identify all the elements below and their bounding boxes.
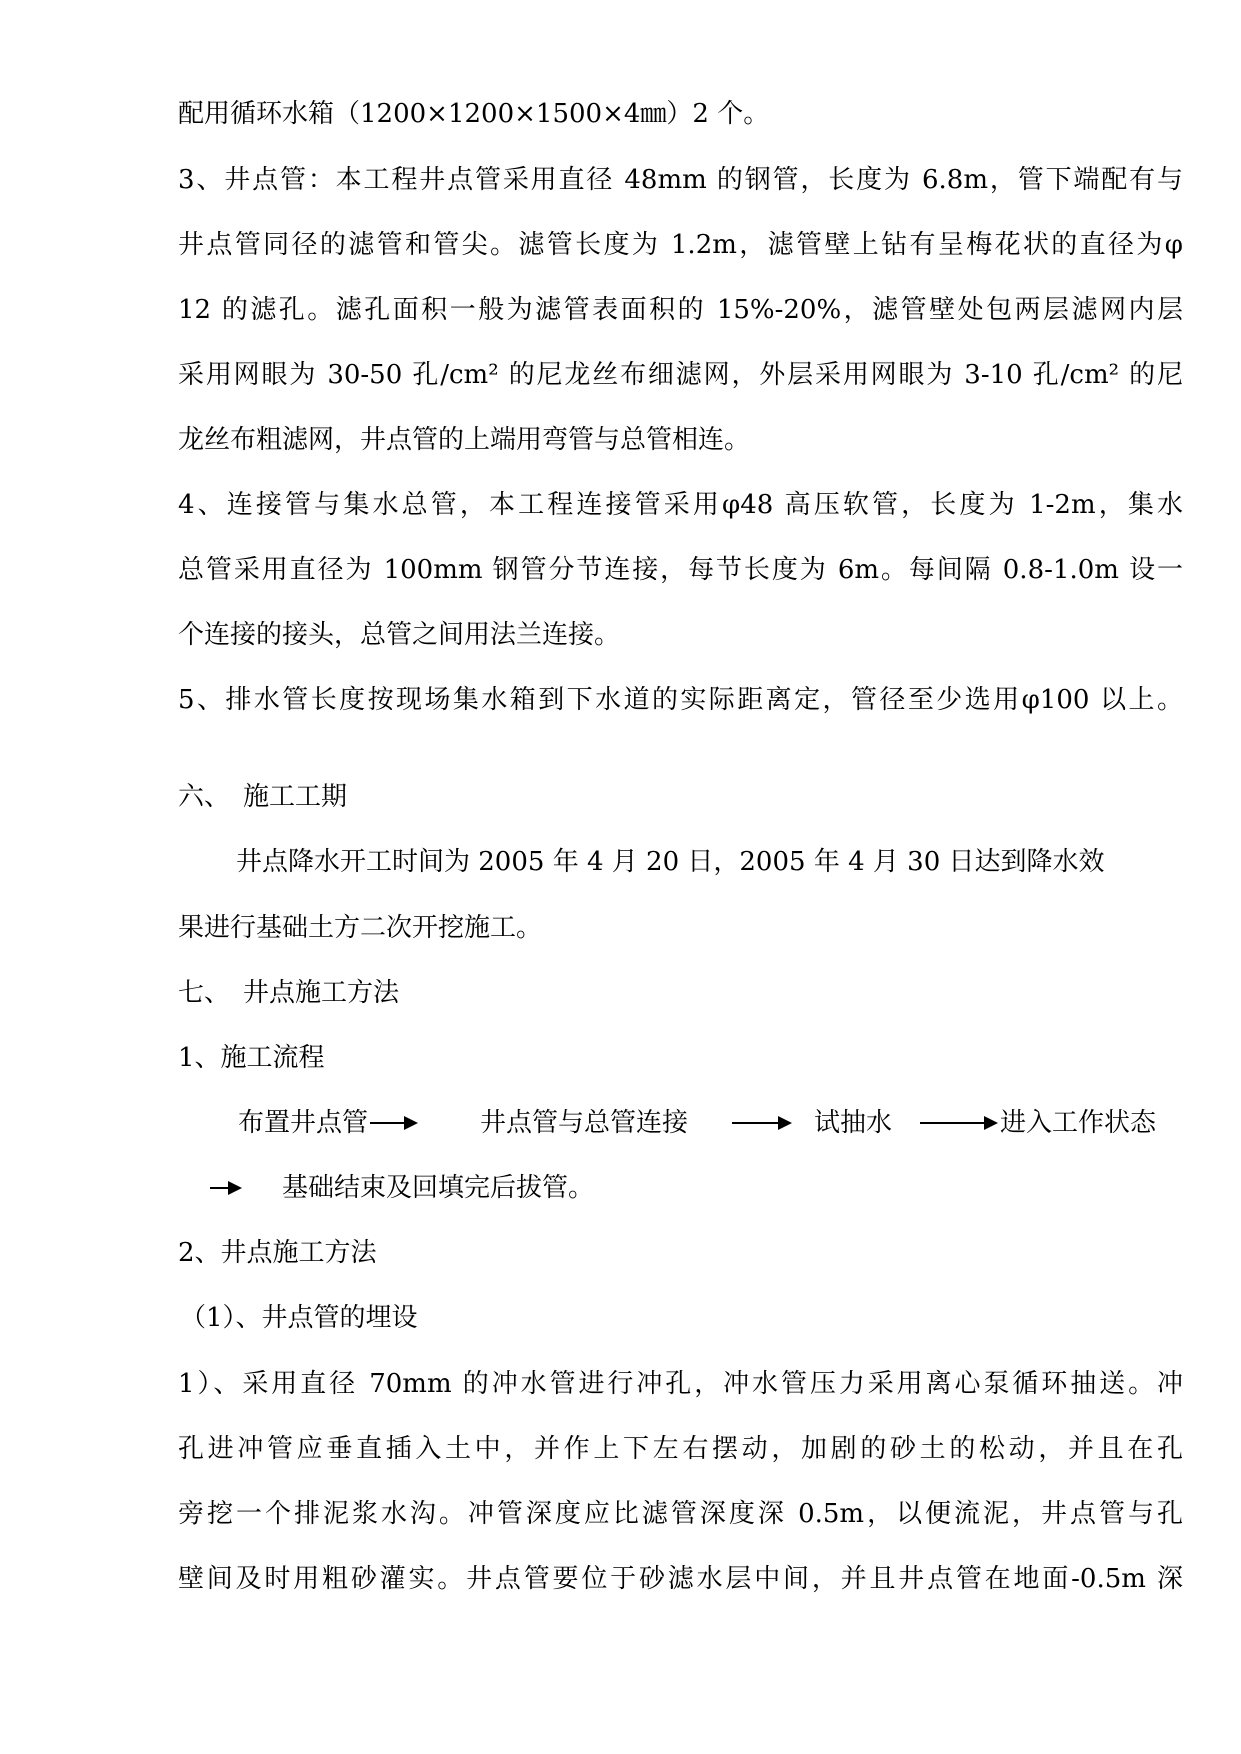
subheading-well-burial: （1）、井点管的埋设 [180,1303,418,1333]
flow-step-3: 试抽水 [814,1108,893,1138]
text-line-22: 旁挖一个排泥浆水沟。冲管深度应比滤管深度深 0.5m，以便流泥，井点管与孔 [178,1499,1183,1529]
text-line-1: 配用循环水箱（1200×1200×1500×4㎜）2 个。 [178,99,770,129]
text-line-2: 3、井点管：本工程井点管采用直径 48mm 的钢管，长度为 6.8m，管下端配有与 [178,165,1183,195]
text-line-9: 个连接的接头，总管之间用法兰连接。 [178,620,621,650]
arrow-right-icon [920,1122,996,1124]
flow-step-4: 进入工作状态 [1000,1108,1157,1138]
text-line-5: 采用网眼为 30-50 孔/cm² 的尼龙丝布细滤网，外层采用网眼为 3-10 孔/cm² 的尼 [178,360,1183,390]
flow-step-5: 基础结束及回填完后拔管。 [282,1173,595,1203]
subheading-method: 2、井点施工方法 [178,1238,377,1268]
section-heading-7: 七、 井点施工方法 [178,978,400,1008]
process-flow-row-1 [178,1103,1183,1143]
arrow-right-icon [370,1122,416,1124]
text-line-12: 井点降水开工时间为 2005 年 4 月 20 日，2005 年 4 月 30 日达到降水效 [236,847,1105,877]
process-flow-row-2 [178,1168,1183,1208]
arrow-right-icon [732,1122,790,1124]
text-line-10: 5、排水管长度按现场集水箱到下水道的实际距离定，管径至少选用φ100 以上。 [178,685,1183,715]
text-line-7: 4、连接管与集水总管，本工程连接管采用φ48 高压软管，长度为 1-2m，集水 [178,490,1183,520]
section-heading-6: 六、 施工工期 [178,782,348,812]
text-line-20: 1）、采用直径 70mm 的冲水管进行冲孔，冲水管压力采用离心泵循环抽送。冲 [178,1369,1183,1399]
text-line-23: 壁间及时用粗砂灌实。井点管要位于砂滤水层中间，并且井点管在地面-0.5m 深 [178,1564,1183,1594]
flow-step-2: 井点管与总管连接 [480,1108,689,1138]
text-line-13: 果进行基础土方二次开挖施工。 [178,913,543,943]
text-line-3: 井点管同径的滤管和管尖。滤管长度为 1.2m，滤管壁上钻有呈梅花状的直径为φ [178,230,1183,260]
arrow-right-icon [210,1187,240,1189]
text-line-8: 总管采用直径为 100mm 钢管分节连接，每节长度为 6m。每间隔 0.8-1.0m 设一 [178,555,1183,585]
text-line-21: 孔进冲管应垂直插入土中，并作上下左右摆动，加剧的砂土的松动，并且在孔 [178,1434,1183,1464]
text-line-6: 龙丝布粗滤网，井点管的上端用弯管与总管相连。 [178,425,751,455]
flow-step-1: 布置井点管 [238,1108,369,1138]
subheading-process: 1、施工流程 [178,1043,325,1073]
text-line-4: 12 的滤孔。滤孔面积一般为滤管表面积的 15%-20%，滤管壁处包两层滤网内层 [178,295,1183,325]
